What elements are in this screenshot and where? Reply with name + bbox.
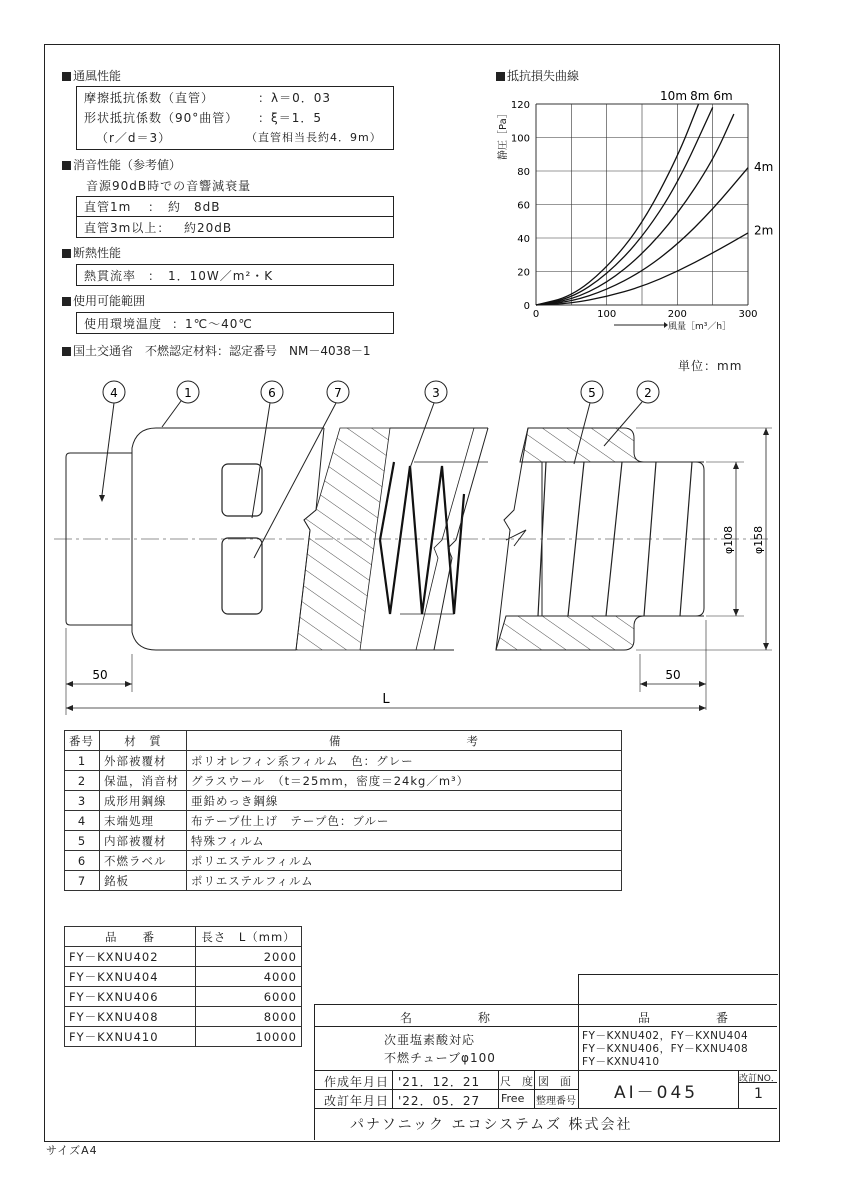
callout-4-text: 4 xyxy=(110,386,118,400)
callout-2-text: 2 xyxy=(644,386,652,400)
usage-heading: 使用可能範囲 xyxy=(62,292,145,309)
table-row: FY－KXNU408 8000 xyxy=(65,1007,302,1027)
callout-3-text: 3 xyxy=(432,386,440,400)
sound-label-2: 直管3m以上： xyxy=(84,221,171,235)
table-row: 3 成形用鋼線 亜鉛めっき鋼線 xyxy=(65,791,622,811)
certification: 国土交通省 不燃認定材料：認定番号 NM－4038－1 xyxy=(62,342,371,359)
x-tick-label: 300 xyxy=(738,309,758,320)
airflow-value-3: （直管相当長約4．9m） xyxy=(246,131,382,144)
series-label-10m: 10m xyxy=(660,89,688,103)
created-date: '21．12．21 xyxy=(398,1075,481,1089)
airflow-label-1: 摩擦抵抗係数（直管） xyxy=(84,91,215,105)
table-row: 1 外部被覆材 ポリオレフィン系フィルム 色：グレー xyxy=(65,751,622,771)
callout-6-text: 6 xyxy=(268,386,276,400)
models-line-3: FY－KXNU410 xyxy=(582,1056,660,1068)
revised-date: '22．05．27 xyxy=(398,1094,481,1108)
dim-outer: φ158 xyxy=(752,525,765,555)
table-row: 6 不燃ラベル ポリエステルフィルム xyxy=(65,851,622,871)
label-6-bottom xyxy=(222,538,262,614)
dim-length: L xyxy=(382,692,390,707)
tube-drawing xyxy=(44,370,778,720)
chart-ylabel: 静圧［Pa］ xyxy=(498,108,509,160)
insulation-value: ： 1．10W／m²・K xyxy=(148,269,274,283)
airflow-value-1: ：λ＝0．03 xyxy=(258,91,332,105)
materials-header xyxy=(65,731,622,751)
sound-heading: 消音性能（参考値） xyxy=(62,156,181,173)
created-label: 作成年月日 xyxy=(324,1075,390,1089)
y-tick-label: 120 xyxy=(510,100,530,111)
insulation-label: 熱貫流率 xyxy=(84,269,137,283)
callout-6 xyxy=(252,381,283,518)
product-name-2: 不燃チューブφ100 xyxy=(384,1051,496,1065)
title-block xyxy=(314,974,778,1140)
materials-table xyxy=(64,730,622,891)
series-label-6m: 6m xyxy=(713,89,733,103)
callout-4 xyxy=(99,381,125,502)
airflow-heading: 通風性能 xyxy=(62,67,121,84)
revision-label: 改訂NO． xyxy=(739,1074,780,1084)
sound-value-2: 約20dB xyxy=(184,221,233,235)
dim-left: 50 xyxy=(92,668,108,682)
y-tick-label: 100 xyxy=(510,133,530,145)
x-tick-label: 100 xyxy=(597,309,617,320)
table-row: 2 保温，消音材 グラスウール （t＝25mm，密度＝24kg／m³） xyxy=(65,771,622,791)
models-line-1: FY－KXNU402，FY－KXNU404 xyxy=(582,1030,749,1042)
col-no: 番号 xyxy=(65,731,100,751)
series-label-4m: 4m xyxy=(754,160,774,174)
drawing-number: AI－045 xyxy=(614,1083,699,1103)
scale-value: Free xyxy=(501,1092,525,1105)
dim-inner: φ108 xyxy=(722,525,735,555)
xlabel-arrow xyxy=(612,320,668,330)
col-length: 長さ L（mm） xyxy=(196,927,302,947)
scale-label: 尺 度 xyxy=(500,1075,533,1088)
col-model: 品 番 xyxy=(65,927,196,947)
resistance-chart xyxy=(490,88,780,338)
revision-number: 1 xyxy=(754,1086,763,1102)
models-line-2: FY－KXNU406，FY－KXNU408 xyxy=(582,1043,749,1055)
x-tick-label: 200 xyxy=(667,309,687,320)
table-row: 5 内部被覆材 特殊フィルム xyxy=(65,831,622,851)
sound-divider xyxy=(77,216,393,217)
number-header: 品 番 xyxy=(638,1011,730,1025)
sound-label-1: 直管1m xyxy=(84,200,132,214)
col-notes: 備 考 xyxy=(187,731,622,751)
revised-label: 改訂年月日 xyxy=(324,1094,390,1108)
callout-1 xyxy=(162,381,199,427)
sound-value-1: ： 約 8dB xyxy=(148,200,221,214)
series-label-2m: 2m xyxy=(754,223,774,238)
chart-xlabel: 風量［m³／h］ xyxy=(668,322,732,332)
product-name-1: 次亜塩素酸対応 xyxy=(384,1033,476,1047)
callout-7-text: 7 xyxy=(334,386,342,400)
steel-wire xyxy=(380,466,464,614)
callout-3 xyxy=(410,381,447,468)
ref-label: 整理番号 xyxy=(536,1096,576,1107)
callout-5-text: 5 xyxy=(588,386,596,400)
y-tick-label: 0 xyxy=(523,301,530,312)
models-header xyxy=(65,927,302,947)
table-row: 7 銘板 ポリエステルフィルム xyxy=(65,871,622,891)
insulation-heading: 断熱性能 xyxy=(62,244,121,261)
table-row: 4 末端処理 布テープ仕上げ テープ色：ブルー xyxy=(65,811,622,831)
series-line-8m xyxy=(536,107,713,305)
usage-label: 使用環境温度 xyxy=(84,317,163,331)
drawing-label: 図 面 xyxy=(538,1075,571,1088)
callout-1-text: 1 xyxy=(184,386,192,400)
table-row: FY－KXNU402 2000 xyxy=(65,947,302,967)
sound-note: 音源90dB時での音響減衰量 xyxy=(86,179,252,193)
dim-right: 50 xyxy=(665,668,681,682)
table-row: FY－KXNU406 6000 xyxy=(65,987,302,1007)
y-tick-label: 80 xyxy=(517,167,530,178)
y-tick-label: 20 xyxy=(517,267,530,279)
airflow-label-2: 形状抵抗係数（90°曲管） xyxy=(84,111,239,125)
paper-size: サイズA4 xyxy=(46,1144,98,1157)
y-tick-label: 60 xyxy=(517,200,530,212)
usage-value: ：1℃～40℃ xyxy=(172,317,253,331)
company-name: パナソニック エコシステムズ 株式会社 xyxy=(350,1117,633,1133)
col-material: 材 質 xyxy=(100,731,187,751)
table-row: FY－KXNU410 10000 xyxy=(65,1027,302,1047)
x-tick-label: 0 xyxy=(532,309,540,320)
series-label-8m: 8m xyxy=(690,89,710,103)
table-row: FY－KXNU404 4000 xyxy=(65,967,302,987)
chart-title: 抵抗損失曲線 xyxy=(496,67,579,84)
airflow-value-2: ：ξ＝1．5 xyxy=(258,111,322,125)
y-tick-label: 40 xyxy=(517,234,530,245)
models-table xyxy=(64,926,302,1047)
series-line-6m xyxy=(536,114,734,305)
outer-cover xyxy=(132,428,278,453)
airflow-label-3: （r／d＝3） xyxy=(96,131,172,145)
name-header: 名 称 xyxy=(400,1011,492,1025)
unit-label: 単位：mm xyxy=(678,359,743,373)
